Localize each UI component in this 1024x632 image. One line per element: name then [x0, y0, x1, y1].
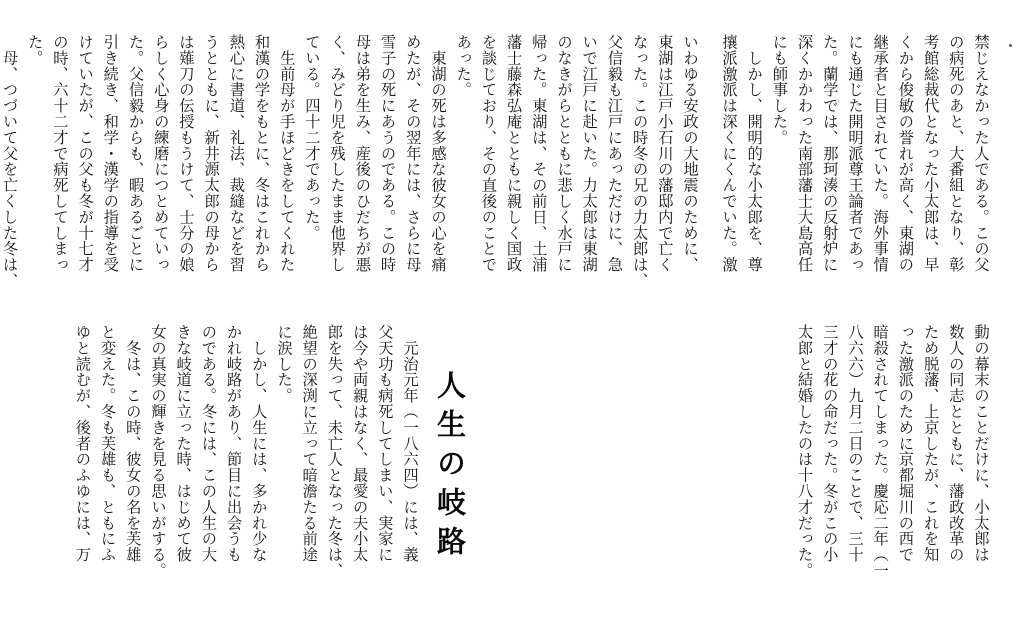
body-text-top-right: 禁じえなかった人である。この父 の病死のあと、大番組となり、彰 考館総裁代となった小太郎は、早 くから俊敏の誉れが高く、東湖の 継承者と目されていた。海外事情 にも通じた開明派尊王論者であっ た。蘭学では、那珂湊の反射炉に 深くかかわった南部藩士大島高任 にも師事した。 しかし、開明的な小太郎を、尊 攘派激派は深くにくんでいた。激 — [719, 34, 990, 273]
body-text-bottom-left: 元治元年（一八六四）には、義 父天功も病死してしまい、実家に は今や両親はなく、最愛の夫小太 郎を失って、未亡人となった冬は、 絶望の深渕に立って暗澹たる前途 に涙した。 しかし、人生には、多かれ少な かれ岐路があり、節目に出会うも のである。冬には、この人生の大 きな岐道に立った時、はじめて彼 女の真実の輝きを見る思いがする。 冬は、この時、彼女の名を芙雄 と変えた。冬も芙雄も、ともにふ ゆと読むが、後者のふゆには、万 — [73, 324, 419, 579]
scan-speck — [1009, 44, 1012, 47]
section-heading: 人生の岐路 — [433, 370, 467, 565]
body-text-bottom-right: 動の幕末のことだけに、小太郎は 数人の同志とともに、藩政改革の ため脱藩、上京したが、これを知 った激派のために京都堀川の西で 暗殺されてしまった。慶応二年（一 八六六）九月二日のことで、三十 三才の花の命だった。冬がこの小 太郎と結婚したのは十八才だった。 — [795, 324, 990, 579]
body-text-top-left: いわゆる安政の大地震のために、 東湖は江戸小石川の藩邸内で亡く なった。この時冬の兄の力太郎は、 父信毅も江戸にあっただけに、急 いで江戸に赴いた。力太郎は東湖 のなきがらとともに悲しく水戸に 帰った。東湖は、その前日、土浦 藩士藤森弘庵とともに親しく国政 を談じており、その直後のことで あった。 東湖の死は多感な彼女の心を痛 めたが、その翌年には、さらに母 雪子の死にあうのである。この時 母は弟を生み、産後のひだちが悪 く、みどり児を残したまま他界し ている。四十二才であった。 生前母が手ほどきをしてくれた 和漢の学をもとに、冬はこれから 熱心に書道、礼法、裁縫などを習 うとともに、新井源太郎の母から は薙刀の伝授もうけて、士分の娘 らしく心身の練磨につとめていっ た。父信毅からも、暇あるごとに 引き続き、和学・漢学の指導を受 けていたが、この父も冬が十七才 の時、六十二才で病死してしまっ た。 母、つづいて父を亡くした冬は、 — [0, 34, 699, 289]
